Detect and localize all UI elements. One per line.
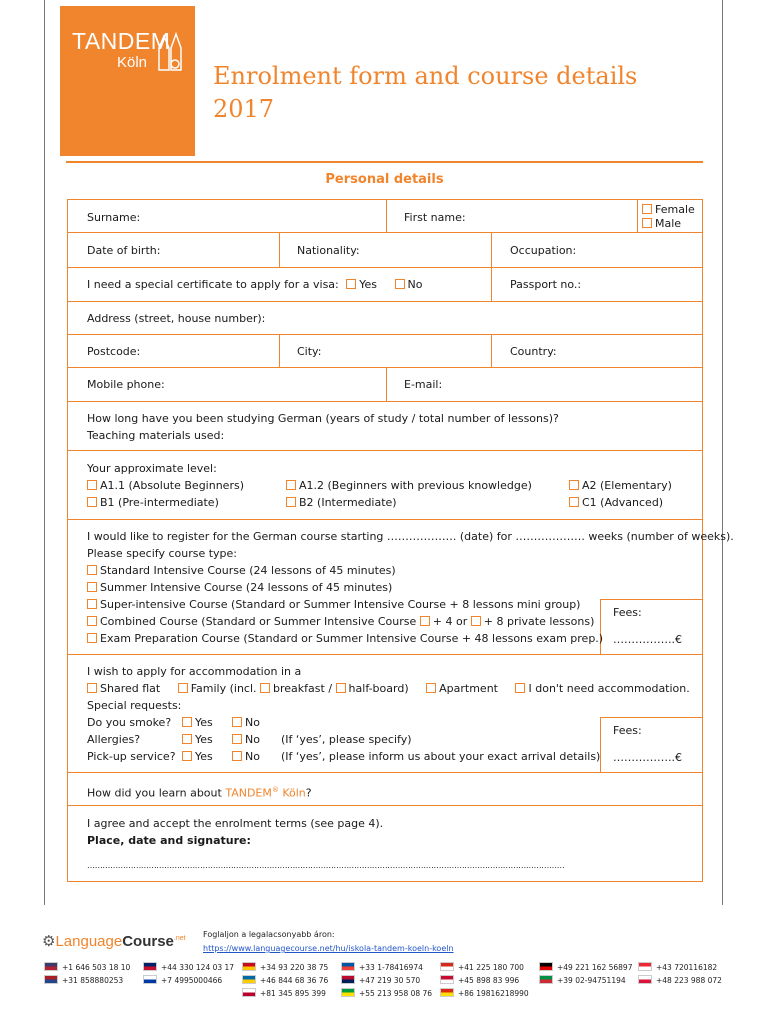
materials-label: Teaching materials used: (87, 429, 225, 442)
apartment-checkbox[interactable] (426, 683, 436, 693)
col-divider (637, 200, 638, 232)
row-divider (68, 401, 702, 402)
phone-number: +41 225 180 700 (458, 963, 524, 972)
phone-number: +39 02-94751194 (557, 976, 626, 985)
study-question: How long have you been studying German (years of study / total number of lessons)? (87, 412, 559, 425)
col-divider (491, 232, 492, 301)
no-label: No (245, 750, 260, 763)
phone-entry[interactable] (341, 962, 423, 973)
footer-link[interactable]: https://www.languagecourse.net/hu/iskola-tandem-koeln-koeln (203, 944, 454, 953)
learn-brand: TANDEM (225, 786, 272, 800)
level-question: Your approximate level: (87, 462, 217, 475)
flag-icon (539, 975, 553, 984)
level-a11-option[interactable] (87, 477, 244, 494)
row-divider (68, 334, 702, 335)
phone-number: +43 720116182 (656, 963, 718, 972)
flag-icon (242, 988, 256, 997)
accommodation-question: I wish to apply for accommodation in a (87, 665, 302, 678)
row-divider (68, 267, 702, 268)
allergies-note: (If ‘yes’, please specify) (281, 733, 412, 746)
footer (0, 920, 770, 1024)
occupation-label: Occupation: (510, 244, 577, 257)
course-super-label: Super-intensive Course (Standard or Summer Intensive Course + 8 lessons mini group) (100, 598, 581, 611)
checkbox-icon[interactable] (87, 497, 97, 507)
family-label: Family (incl. (190, 682, 257, 695)
flag-icon (44, 975, 58, 984)
phone-entry[interactable] (440, 962, 524, 973)
checkbox-icon[interactable] (286, 497, 296, 507)
course-type-label: Please specify course type: (87, 547, 238, 560)
phone-entry[interactable] (242, 962, 328, 973)
family-checkbox[interactable] (178, 683, 188, 693)
checkbox-icon[interactable] (642, 204, 652, 214)
female-label: Female (655, 203, 695, 216)
checkbox-icon[interactable] (87, 565, 97, 575)
col-divider (279, 334, 280, 367)
level-b2-option[interactable] (286, 494, 397, 511)
checkbox-icon[interactable] (642, 218, 652, 228)
visa-no-label: No (407, 278, 423, 291)
row-divider (68, 232, 702, 233)
row-divider (68, 519, 702, 520)
title-line-1: Enrolment form and course details (213, 62, 638, 90)
no-label: No (245, 733, 260, 746)
phone-entry[interactable] (143, 962, 234, 973)
title-rule (66, 161, 703, 163)
flag-icon (440, 988, 454, 997)
title-year: 2017 (213, 95, 275, 123)
visa-no-checkbox[interactable] (395, 279, 405, 289)
course-standard-option[interactable] (87, 562, 396, 579)
phone-entry[interactable] (44, 975, 123, 986)
surname-label: Surname: (87, 211, 141, 224)
no-accommodation-checkbox[interactable] (515, 683, 525, 693)
address-label: Address (street, house number): (87, 312, 266, 325)
phone-entry[interactable] (638, 962, 717, 973)
email-label: E-mail: (404, 378, 443, 391)
logo-city: Köln (117, 54, 148, 71)
smoke-no-option[interactable] (232, 714, 260, 731)
globe-icon: ⚙ (42, 933, 56, 950)
visa-yes-label: Yes (359, 278, 378, 291)
level-c1-label: C1 (Advanced) (582, 496, 664, 509)
brand-language: Language (55, 933, 123, 950)
phone-entry[interactable] (341, 975, 420, 986)
flag-icon (143, 962, 157, 971)
learn-question (87, 782, 312, 802)
register-text: I would like to register for the German course starting ………………. (date) for ………………. weeks (number of weeks). (87, 530, 734, 543)
checkbox-icon[interactable] (232, 751, 242, 761)
checkbox-icon[interactable] (87, 616, 97, 626)
footer-label: Foglaljon a legalacsonyabb áron: (203, 930, 335, 939)
yes-label: Yes (195, 750, 213, 763)
phone-number: +33 1-78416974 (359, 963, 423, 972)
flag-icon (638, 962, 652, 971)
breakfast-label: breakfast / (273, 682, 333, 695)
phone-entry[interactable] (341, 988, 432, 999)
shared-flat-checkbox[interactable] (87, 683, 97, 693)
male-label: Male (655, 217, 682, 230)
phone-number: +44 330 124 03 17 (161, 963, 235, 972)
languagecourse-logo[interactable] (42, 932, 186, 950)
tandem-logo (60, 6, 195, 156)
no-label: No (245, 716, 260, 729)
special-requests-label: Special requests: (87, 699, 182, 712)
page-border-left (44, 0, 45, 905)
course-combined-label: Combined Course (Standard or Summer Intensive Course (100, 615, 417, 628)
checkbox-icon[interactable] (87, 599, 97, 609)
half-board-checkbox[interactable] (336, 683, 346, 693)
phone-entry[interactable] (242, 975, 328, 986)
mobile-label: Mobile phone: (87, 378, 165, 391)
checkbox-icon[interactable] (569, 480, 579, 490)
checkbox-icon[interactable] (286, 480, 296, 490)
phone-number: +55 213 958 08 76 (359, 989, 433, 998)
level-b2-label: B2 (Intermediate) (299, 496, 397, 509)
fees-box-border (600, 717, 702, 718)
cathedral-icon (155, 30, 185, 72)
level-c1-option[interactable] (569, 494, 663, 511)
level-a11-label: A1.1 (Absolute Beginners) (100, 479, 244, 492)
phone-number: +31 858880253 (62, 976, 124, 985)
accommodation-fees-value: ……………..€ (613, 751, 682, 764)
agree-text: I agree and accept the enrolment terms (see page 4). (87, 817, 384, 830)
level-b1-label: B1 (Pre-intermediate) (100, 496, 219, 509)
checkbox-icon[interactable] (569, 497, 579, 507)
phone-number: +49 221 162 56897 (557, 963, 633, 972)
combined-8-checkbox[interactable] (471, 616, 481, 626)
phone-entry[interactable] (143, 975, 222, 986)
smoke-label: Do you smoke? (87, 716, 172, 729)
flag-icon (539, 962, 553, 971)
male-option[interactable] (642, 215, 681, 232)
course-summer-label: Summer Intensive Course (24 lessons of 45 minutes) (100, 581, 393, 594)
phone-number: +48 223 988 072 (656, 976, 722, 985)
no-accommodation-label: I don't need accommodation. (528, 682, 690, 695)
visa-yes-checkbox[interactable] (346, 279, 356, 289)
course-exam-label: Exam Preparation Course (Standard or Summer Intensive Course + 48 lessons exam prep.) (100, 632, 604, 645)
registered-mark: ® (271, 786, 279, 794)
col-divider (279, 232, 280, 267)
level-a2-label: A2 (Elementary) (582, 479, 672, 492)
flag-icon (143, 975, 157, 984)
checkbox-icon[interactable] (182, 734, 192, 744)
combined-4-label: + 4 or (432, 615, 468, 628)
checkbox-icon[interactable] (232, 717, 242, 727)
phone-number: +34 93 220 38 75 (260, 963, 329, 972)
phone-number: +86 19816218990 (458, 989, 529, 998)
phone-number: +1 646 503 18 10 (62, 963, 131, 972)
checkbox-icon[interactable] (87, 582, 97, 592)
shared-flat-label: Shared flat (100, 682, 161, 695)
breakfast-checkbox[interactable] (260, 683, 270, 693)
course-combined-option[interactable] (87, 613, 594, 630)
learn-city: Köln (282, 786, 306, 800)
visa-row (87, 276, 423, 293)
phone-entry[interactable] (440, 988, 529, 999)
row-divider (68, 367, 702, 368)
flag-icon (242, 975, 256, 984)
logo-text: TANDEM (72, 28, 171, 54)
dob-label: Date of birth: (87, 244, 161, 257)
col-divider (386, 200, 387, 232)
pickup-yes-option[interactable] (182, 748, 213, 765)
course-standard-label: Standard Intensive Course (24 lessons of 45 minutes) (100, 564, 396, 577)
flag-icon (440, 975, 454, 984)
phone-number: +46 844 68 36 76 (260, 976, 329, 985)
allergies-yes-option[interactable] (182, 731, 213, 748)
level-b1-option[interactable] (87, 494, 219, 511)
flag-icon (242, 962, 256, 971)
signature-line[interactable]: …………………………………………………………………………………………………………………………………………………………………… (87, 861, 565, 870)
phone-number: +47 219 30 570 (359, 976, 421, 985)
nationality-label: Nationality: (297, 244, 360, 257)
phone-entry[interactable] (44, 962, 130, 973)
combined-4-checkbox[interactable] (420, 616, 430, 626)
half-board-label: half-board) (348, 682, 409, 695)
section-title: Personal details (325, 172, 444, 187)
yes-label: Yes (195, 716, 213, 729)
checkbox-icon[interactable] (182, 751, 192, 761)
pickup-label: Pick-up service? (87, 750, 176, 763)
learn-text: How did you learn about (87, 786, 222, 800)
signature-label: Place, date and signature: (87, 834, 251, 847)
row-divider (68, 805, 702, 806)
accommodation-options (87, 680, 690, 697)
course-fees-value: ……………..€ (613, 633, 682, 646)
accommodation-fees-label: Fees: (613, 724, 642, 737)
smoke-yes-option[interactable] (182, 714, 213, 731)
flag-icon (440, 962, 454, 971)
phone-number: +7 4995000466 (161, 976, 223, 985)
col-divider (386, 367, 387, 401)
row-divider (68, 772, 702, 773)
apartment-label: Apartment (439, 682, 498, 695)
level-a12-option[interactable] (286, 477, 532, 494)
flag-icon (341, 988, 355, 997)
brand-course: Course (122, 933, 174, 950)
fees-box-border (600, 599, 702, 600)
flag-icon (341, 962, 355, 971)
phone-entry[interactable] (440, 975, 519, 986)
first-name-label: First name: (404, 211, 466, 224)
row-divider (68, 450, 702, 451)
phone-number: +45 898 83 996 (458, 976, 520, 985)
phone-entry[interactable] (638, 975, 722, 986)
flag-icon (44, 962, 58, 971)
level-a2-option[interactable] (569, 477, 672, 494)
visa-label: I need a special certificate to apply for a visa: (87, 278, 339, 291)
city-label: City: (297, 345, 322, 358)
page-title (213, 60, 693, 126)
phone-entry[interactable] (242, 988, 326, 999)
course-exam-option[interactable] (87, 630, 603, 647)
phone-number: +81 345 895 399 (260, 989, 326, 998)
checkbox-icon[interactable] (182, 717, 192, 727)
row-divider (68, 301, 702, 302)
yes-label: Yes (195, 733, 213, 746)
checkbox-icon[interactable] (232, 734, 242, 744)
flag-icon (341, 975, 355, 984)
phone-entry[interactable] (539, 975, 626, 986)
flag-icon (638, 975, 652, 984)
brand-net: .net (173, 935, 186, 942)
col-divider (491, 334, 492, 367)
course-summer-option[interactable] (87, 579, 392, 596)
phone-entry[interactable] (539, 962, 632, 973)
allergies-no-option[interactable] (232, 731, 260, 748)
enrolment-form (67, 199, 734, 882)
course-fees-label: Fees: (613, 606, 642, 619)
country-label: Country: (510, 345, 557, 358)
postcode-label: Postcode: (87, 345, 141, 358)
pickup-no-option[interactable] (232, 748, 260, 765)
checkbox-icon[interactable] (87, 480, 97, 490)
page-border-right (722, 0, 723, 905)
combined-8-label: + 8 private lessons) (483, 615, 595, 628)
row-divider (68, 654, 702, 655)
checkbox-icon[interactable] (87, 633, 97, 643)
level-a12-label: A1.2 (Beginners with previous knowledge) (299, 479, 532, 492)
course-super-option[interactable] (87, 596, 580, 613)
pickup-note: (If ‘yes’, please inform us about your exact arrival details) (281, 750, 601, 763)
learn-qmark: ? (305, 786, 312, 800)
passport-label: Passport no.: (510, 278, 582, 291)
allergies-label: Allergies? (87, 733, 141, 746)
